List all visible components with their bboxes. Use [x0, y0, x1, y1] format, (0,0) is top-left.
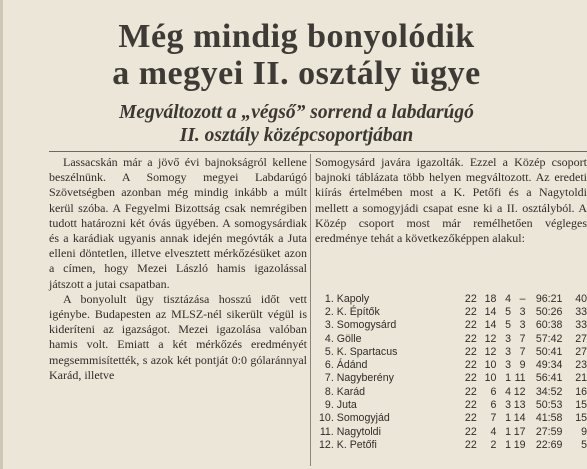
headline: [3, 18, 587, 92]
goal-ratio: 27:59: [535, 425, 563, 438]
losses: 11: [514, 372, 526, 385]
losses: 13: [513, 399, 526, 412]
points: 27: [575, 332, 587, 345]
goal-ratio: 34:52: [535, 385, 563, 398]
team-position: 7.: [324, 372, 334, 385]
team-name: K. Spartacus: [336, 345, 398, 358]
points: 27: [575, 345, 587, 358]
goal-ratio: 49:34: [535, 359, 563, 372]
losses: 7: [519, 332, 526, 345]
draws: 3: [505, 359, 512, 372]
goal-ratio: 50:53: [535, 399, 563, 412]
wins: 2: [490, 438, 497, 451]
points: 33: [575, 305, 587, 318]
losses: 3: [519, 319, 526, 332]
team-position: 4.: [324, 332, 334, 345]
games-played: 22: [464, 412, 477, 425]
column-divider: [310, 154, 311, 466]
draws: 3: [505, 345, 512, 358]
wins: 7: [490, 412, 497, 425]
draws: 4: [505, 385, 512, 398]
team-position: 8.: [324, 385, 334, 398]
paragraph-3: Somogysárd javára igazolták. Ezzel a Közép csoport bajnoki táblázata több helyen megváltozott. Az eredeti kiírás értelmében most a K. Petőfi és a Nagytoldi mellett a somogyjádi csapat esne ki a II. osztályból. A Közép csoport most már remélhetően végleges eredménye tehát a következőképpen alakul:: [315, 155, 587, 246]
goal-ratio: 50:41: [535, 345, 563, 358]
points: 16: [575, 385, 587, 398]
wins: 14: [484, 305, 497, 318]
draws: 1: [505, 412, 512, 425]
losses: 14: [513, 412, 526, 425]
team-position: 6.: [324, 359, 334, 372]
paragraph-2: A bonyolult ügy tisztázása hosszú időt vett igénybe. Budapesten az MLSZ-nél sikerült végül is kideríteni az igazságot. Mezei igazolása valóban hamis volt. Emiatt a két mérkőzés eredményét megsemmisítették, s azok két pontját 0:0 gólaránnyal Karád, illetve: [49, 291, 307, 382]
team-position: 5.: [324, 345, 334, 358]
subheadline-line-1: Megváltozott a „végső” sorrend a labdarúgó: [119, 102, 474, 123]
losses: 3: [519, 305, 526, 318]
team-name: Gölle: [336, 332, 362, 345]
losses: 7: [519, 345, 526, 358]
headline-line-2: a megyei II. osztály ügye: [112, 55, 481, 92]
team-name: K. Petőfi: [336, 438, 377, 451]
team-position: 12.: [319, 438, 334, 451]
wins: 12: [484, 345, 497, 358]
subheadline: [3, 101, 587, 147]
team-name: Ádánd: [336, 359, 368, 372]
wins: 12: [484, 332, 497, 345]
paragraph-1: Lassacskán már a jövő évi bajnokságról kellene beszélnünk. A Somogy megyei Labdarúgó Szövetségben azonban még mindig inkább a múlt kerül szóba. A Fegyelmi Bizottság csak nemrégiben tudott határozni két óvás ügyében. A somogysárdiak és a karádiak ugyanis annak idején megóvták a Juta elleni döntetlen, illetve elvesztett mérkőzésüket azon a címen, hogy Mezei László hamis igazolással játszott a jutai csapatban.: [49, 155, 307, 291]
goal-ratio: 57:42: [535, 332, 563, 345]
points: 33: [575, 319, 587, 332]
draws: 3: [505, 399, 512, 412]
games-played: 22: [464, 345, 477, 358]
games-played: 22: [464, 292, 477, 305]
points: 40: [575, 292, 587, 305]
goal-ratio: 41:58: [535, 412, 563, 425]
wins: 18: [484, 292, 497, 305]
goal-ratio: 56:41: [535, 372, 563, 385]
article-left-column: [49, 155, 307, 383]
games-played: 22: [464, 372, 477, 385]
table-row: [315, 332, 587, 345]
games-played: 22: [464, 319, 477, 332]
team-position: 1.: [324, 292, 334, 305]
team-position: 10.: [319, 412, 334, 425]
wins: 10: [484, 372, 497, 385]
draws: 5: [505, 319, 512, 332]
wins: 10: [484, 359, 497, 372]
points: 21: [575, 372, 587, 385]
draws: 1: [505, 438, 512, 451]
points: 5: [581, 438, 587, 451]
losses: 9: [519, 359, 526, 372]
games-played: 22: [464, 305, 477, 318]
table-row: [315, 292, 587, 305]
points: 9: [581, 425, 587, 438]
goal-ratio: 50:26: [535, 305, 563, 318]
points: 23: [575, 359, 587, 372]
team-position: 2.: [324, 305, 334, 318]
team-name: Nagyberény: [336, 372, 394, 385]
article-right-column: [315, 155, 587, 246]
losses: 17: [513, 425, 526, 438]
games-played: 22: [464, 359, 477, 372]
team-name: Somogysárd: [336, 319, 397, 332]
games-played: 22: [464, 385, 477, 398]
table-row: [315, 358, 587, 371]
losses: 12: [513, 385, 526, 398]
losses: 19: [513, 438, 526, 451]
wins: 6: [490, 399, 497, 412]
games-played: 22: [464, 425, 477, 438]
team-name: Nagytoldi: [336, 425, 381, 438]
games-played: 22: [464, 399, 477, 412]
table-row: [315, 425, 587, 438]
wins: 4: [490, 425, 497, 438]
team-position: 11.: [319, 425, 334, 438]
table-row: [315, 345, 587, 358]
standings-table: [315, 292, 587, 452]
team-name: K. Építők: [336, 305, 380, 318]
goal-ratio: 22:69: [535, 438, 563, 451]
team-name: Juta: [336, 399, 357, 412]
draws: 1: [505, 372, 512, 385]
goal-ratio: 96:21: [535, 292, 563, 305]
goal-ratio: 60:38: [535, 319, 563, 332]
draws: 5: [505, 305, 512, 318]
table-row: [315, 398, 587, 411]
losses: –: [519, 292, 526, 305]
points: 15: [575, 412, 587, 425]
draws: 4: [505, 292, 512, 305]
team-name: Kapoly: [336, 292, 370, 305]
table-row: [315, 372, 587, 385]
points: 15: [575, 399, 587, 412]
table-row: [315, 319, 587, 332]
team-position: 9.: [324, 399, 334, 412]
wins: 6: [490, 385, 497, 398]
team-name: Karád: [336, 385, 366, 398]
subheadline-line-2: II. osztály középcsoportjában: [179, 125, 414, 146]
draws: 1: [505, 425, 512, 438]
wins: 14: [484, 319, 497, 332]
games-played: 22: [464, 438, 477, 451]
table-row: [315, 438, 587, 451]
headline-line-1: Még mindig bonyolódik: [118, 18, 475, 55]
draws: 3: [505, 332, 512, 345]
team-position: 3.: [324, 319, 334, 332]
team-name: Somogyjád: [336, 412, 390, 425]
table-row: [315, 305, 587, 318]
table-row: [315, 385, 587, 398]
games-played: 22: [464, 332, 477, 345]
table-row: [315, 412, 587, 425]
header-rule: [49, 151, 587, 152]
